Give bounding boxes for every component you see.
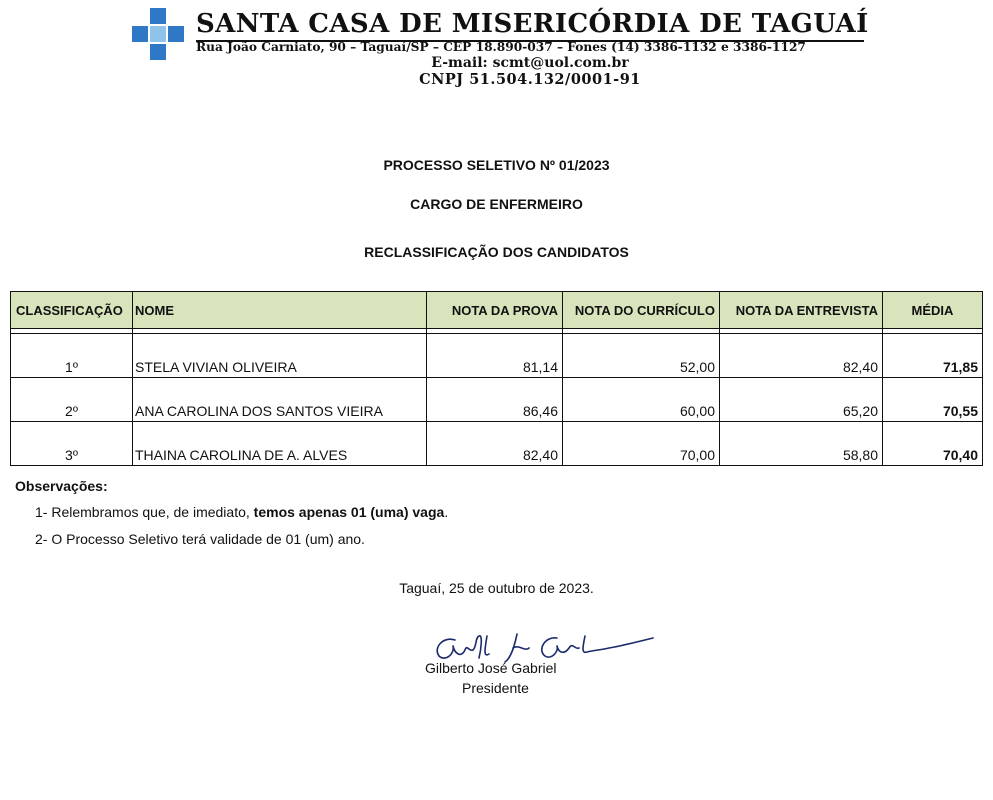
signer-name: Gilberto José Gabriel <box>425 660 557 676</box>
results-table <box>10 291 983 466</box>
organization-name: SANTA CASA DE MISERICÓRDIA DE TAGUAÍ <box>196 9 869 39</box>
position-heading: CARGO DE ENFERMEIRO <box>410 196 583 212</box>
exam-score-cell: 81,14 <box>427 334 563 378</box>
column-header: CLASSIFICAÇÃO <box>11 292 133 329</box>
name-cell: THAINA CAROLINA DE A. ALVES <box>133 422 427 466</box>
signer-role: Presidente <box>462 680 529 696</box>
average-cell: 70,55 <box>883 378 983 422</box>
table-row <box>11 378 983 422</box>
reclassification-heading: RECLASSIFICAÇÃO DOS CANDIDATOS <box>364 244 629 260</box>
observation-item-1 <box>35 504 448 520</box>
name-cell: ANA CAROLINA DOS SANTOS VIEIRA <box>133 378 427 422</box>
table-header-row <box>11 292 983 329</box>
average-cell: 70,40 <box>883 422 983 466</box>
organization-cnpj: CNPJ 51.504.132/0001-91 <box>419 71 641 88</box>
observation-text: . <box>444 504 449 520</box>
medical-cross-logo <box>132 8 184 60</box>
interview-score-cell: 65,20 <box>720 378 883 422</box>
interview-score-cell: 58,80 <box>720 422 883 466</box>
table-row <box>11 422 983 466</box>
observation-emphasis: temos apenas 01 (uma) vaga <box>253 504 445 520</box>
column-header: NOTA DA PROVA <box>427 292 563 329</box>
column-header: NOTA DO CURRÍCULO <box>563 292 720 329</box>
letterhead <box>0 0 993 100</box>
exam-score-cell: 82,40 <box>427 422 563 466</box>
curriculum-score-cell: 60,00 <box>563 378 720 422</box>
observations-title: Observações: <box>15 478 108 494</box>
column-header: MÉDIA <box>883 292 983 329</box>
interview-score-cell: 82,40 <box>720 334 883 378</box>
column-header: NOTA DA ENTREVISTA <box>720 292 883 329</box>
column-header: NOME <box>133 292 427 329</box>
name-cell: STELA VIVIAN OLIVEIRA <box>133 334 427 378</box>
classification-cell: 1º <box>11 334 133 378</box>
exam-score-cell: 86,46 <box>427 378 563 422</box>
observation-text: 1- Relembramos que, de imediato, <box>35 504 254 520</box>
process-heading: PROCESSO SELETIVO Nº 01/2023 <box>383 157 610 173</box>
classification-cell: 2º <box>11 378 133 422</box>
table-row <box>11 334 983 378</box>
average-cell: 71,85 <box>883 334 983 378</box>
curriculum-score-cell: 52,00 <box>563 334 720 378</box>
observation-item-2: 2- O Processo Seletivo terá validade de 01 (um) ano. <box>35 531 365 547</box>
organization-email: E-mail: scmt@uol.com.br <box>431 55 629 71</box>
curriculum-score-cell: 70,00 <box>563 422 720 466</box>
classification-cell: 3º <box>11 422 133 466</box>
date-line: Taguaí, 25 de outubro de 2023. <box>399 580 594 596</box>
organization-address: Rua João Carniato, 90 – Taguaí/SP – CEP 18.890-037 – Fones (14) 3386-1132 e 3386-1127 <box>196 40 806 54</box>
